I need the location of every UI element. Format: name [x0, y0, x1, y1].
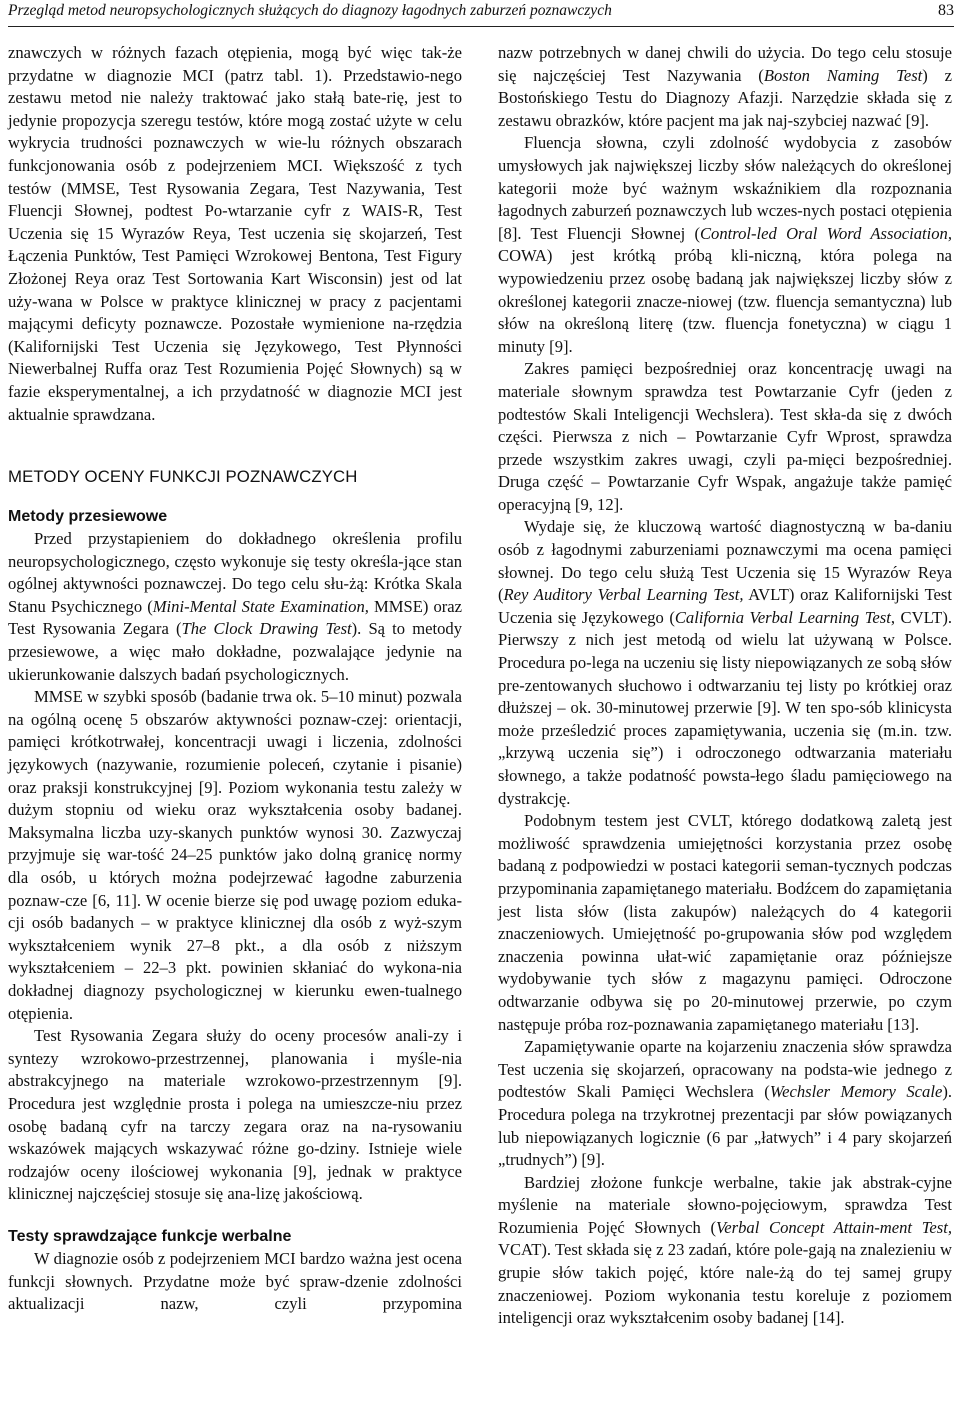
section-heading: METODY OCENY FUNKCJI POZNAWCZYCH: [8, 467, 358, 487]
text-run: VCAT). Test składa się z 23 zadań, które pole-gają na znalezieniu w grupie słów takich pojęć, które nale-żą do tej samej grupy znaczeniowej. Poziom wykonania testu koreluje z poziomem inteligencji oraz wykształcenim osoby badanej [14].: [498, 1240, 952, 1328]
page-number: 83: [938, 2, 954, 19]
english-term: Mini-Mental State Examination,: [152, 596, 369, 616]
paragraph-screening-3: Test Rysowania Zegara służy do oceny procesów anali-zy i syntezy wzrokowo-przestrzennej, planowania i myśle-nia abstrakcyjnego na materiale wzrokowo-przestrzennym [9]. Procedura jest względnie prosta i polega na umieszcze-niu przez osobę badaną cyfr na tarczy zegara oraz na na-rysowaniu wskazówek mających wskazywać różne go-dziny. Istnieje wiele rodzajów oceny ilościowej wykonania [9], jednak w praktyce klinicznej najczęściej stosuje się ana-lizę jakościową.: [8, 1026, 462, 1204]
text-run: COWA) jest krótką próbą kli-niczną, która polega na wypowiedzeniu przez osobę badaną jak największej liczby słów z określonej kategorii znacze-niowej (tzw. fluencja semantyczna) lub słów na określoną literę (tzw. fluencja fonetyczna) w ciągu 1 minuty [9].: [498, 246, 952, 356]
paragraph-screening-2: MMSE w szybki sposób (badanie trwa ok. 5–10 minut) pozwala na ogólną ocenę 5 obszarów aktywności poznaw-czej: orientacji, pamięci krótkotrwałej, koncentracji uwagi i liczenia, zdolności językowych (nazywanie, rozumienie poleceń, czytanie i pisanie) oraz praksji konstrukcyjnej [9]. Poziom wykonania testu zależy w dużym stopniu od wieku oraz wykształcenia osoby badanej. Maksymalna liczba uzy-skanych punktów wynosi 30. Zazwyczaj przyjmuje się war-tość 24–25 punktów jako dolną granicę normy dla osób, u których można podejrzewać łagodne zaburzenia poznaw-cze [6, 11]. W ocenie bierze się pod uwagę poziom eduka-cji osób badanych – w praktyce klinicznej dla osób z wyż-szym wykształceniem wynik 27–8 pkt., a dla osób z niższym wykształceniem – 22–3 pkt. powinien skłaniać do wykona-nia dokładnej diagnozy psychologicznej w kierunku ewen-tualnego otępienia.: [8, 687, 462, 1023]
text-run: ). Procedura polega na trzykrotnej prezentacji par słów powiązanych lub niepowiązanych logicznie (6 par „łatwych” i 4 pary skojarzeń „trudnych”) [9].: [498, 1082, 952, 1170]
text-run: , CVLT). Pierwszy z nich jest metodą od wielu lat używaną w Polsce. Procedura po-lega na uczeniu się listy niepowiązanych ze sobą słów pre-zentowanych słuchowo i odtwarzaniu tej listy po krótkiej oraz dłuższej – ok. 30-minutowej przerwie [9]. W ten spo-sób klinicysta może prześledzić proces zapamiętywania, uczenia się (m.in. tzw. „krzywą uczenia się”) i odroczonego odtwarzania materiału słownego, a także podatność powsta-łego śladu pamięciowego na dystrakcję.: [498, 607, 952, 808]
paragraph-concepts: [498, 1172, 952, 1330]
subheading-screening: Metody przesiewowe: [8, 508, 168, 526]
left-column: [8, 42, 462, 1316]
english-term: The Clock Drawing Test: [181, 619, 352, 639]
paragraph-memory-span: Zakres pamięci bezpośredniej oraz koncentrację uwagi na materiale słownym sprawdza test Powtarzanie Cyfr (jeden z podtestów Skali Inteligencji Wechslera). Test skła-da się z dwóch części. Pierwsza z nich – Powtarzanie Cyfr Wprost, sprawdza przede wszystkim zakres uwagi, czyli pa-mięci bezpośredniej. Druga część – Powtarzanie Cyfr Wspak, angażuje także pamięć operacyjną [9, 12].: [498, 359, 952, 514]
english-term: Boston Naming Test: [763, 65, 923, 85]
paragraph-screening-1: [8, 528, 462, 686]
text-run: Bardziej złożone funkcje werbalne, takie jak abstrak-cyjne myślenie na materiale słowno-pojęciowym, sprawdza Test Rozumienia Pojęć Słownych (: [498, 1172, 952, 1237]
text-run: Fluencja słowna, czyli zdolność wydobycia z zasobów umysłowych jak największej liczby słów należących do określonej kategorii może być ważnym wskaźnikiem dla rozpoznania łagodnych zaburzeń poznawczych lub wczes-nych postaci otępienia [8]. Test Fluencji Słownej (: [498, 133, 952, 243]
english-term: Wechsler Memory Scale: [769, 1082, 943, 1102]
intro-paragraph: znawczych w różnych fazach otępienia, mogą być więc tak-że przydatne w diagnozie MCI (patrz tabl. 1). Przedstawio-nego zestawu metod nie należy traktować jako stałą bate-rię, jest to jedynie propozycja szeregu testów, które mogą zostać użyte w celu wykrycia trudności poznawczych w wie-lu różnych obszarach funkcjonowania osób z podejrzeniem MCI. Większość z tych testów (MMSE, Test Rysowania Zegara, Test Nazywania, Test Fluencji Słownej, podtest Po-wtarzanie cyfr z WAIS-R, Test Uczenia się 15 Wyrazów Reya, Test uczenia się skojarzeń, Test Łączenia Punktów, Test Pamięci Wzrokowej Bentona, Test Figury Złożonej Reya oraz Test Sortowania Kart Wisconsin) jest od lat uży-wana w Polsce w praktyce klinicznej w pracy z pacjentami mającymi deficyty poznawcze. Pozostałe wymienione na-rzędzia (Kalifornijski Test Uczenia się Językowego, Test Płynności Niewerbalnej Ruffa oraz Test Rozumienia Pojęć Słownych) są w fazie eksperymentalnej, a ich przydatność w diagnozie MCI jest aktualnie sprawdzana.: [8, 43, 462, 424]
text-run: ) z Bostońskiego Testu do Diagnozy Afazji. Narzędzie składa się z zestawu obrazków, które pacjent ma jak naj-szybciej nazwać [9].: [498, 65, 952, 130]
english-term: Control-led Oral Word Association,: [699, 223, 952, 243]
text-run: Wydaje się, że kluczową wartość diagnostyczną w ba-daniu osób z łagodnymi zaburzeniami poznawczymi ma ocena pamięci słownej. Do tego celu służą Test Uczenia się 15 Wyrazów Reya (: [498, 517, 952, 605]
text-run: Zapamiętywanie oparte na kojarzeniu znaczenia słów sprawdza Test uczenia się skojarzeń, opracowany na podsta-wie jednego z podtestów Skali Pamięci Wechslera (: [498, 1037, 952, 1102]
paragraph-fluency: [498, 132, 952, 358]
subheading-verbal: Testy sprawdzające funkcje werbalne: [8, 1227, 292, 1245]
text-run: AVLT) oraz Kalifornijski Test Uczenia się Językowego (: [498, 585, 952, 627]
english-term: Verbal Concept Attain-ment Test,: [716, 1217, 952, 1237]
right-column: [498, 42, 952, 1330]
paragraph-verbal-memory: [498, 516, 952, 810]
text-run: MMSE) oraz Test Rysowania Zegara (: [8, 596, 462, 639]
running-header: [8, 0, 954, 27]
text-run: nazw potrzebnych w danej chwili do użycia. Do tego celu stosuje się najczęściej Test Nazywania (: [498, 43, 952, 85]
english-term: California Verbal Learning Test: [674, 607, 891, 627]
running-title: Przegląd metod neuropsychologicznych służących do diagnozy łagodnych zaburzeń poznawczych: [8, 2, 612, 19]
paragraph-pairs: [498, 1036, 952, 1172]
text-run: Przed przystapieniem do dokładnego określenia profilu neuropsychologicznego, często wykonuje się testy określa-jące stan ogólnej aktywności poznawczej. Do tego celu słu-żą: Krótka Skala Stanu Psychicznego (: [8, 529, 462, 616]
text-run: ). Są to metody przesiewowe, a więc mało dokładne, pozwalające jedynie na ukierunkowanie dalszych badań psychologicznych.: [8, 619, 462, 684]
paragraph-verbal-1: W diagnozie osób z podejrzeniem MCI bardzo ważna jest ocena funkcji słownych. Przydatne może być spraw-dzenie zdolności aktualizacji nazw, czyli przypomina: [8, 1248, 462, 1314]
paragraph-naming: [498, 42, 952, 132]
english-term: Rey Auditory Verbal Learning Test,: [503, 585, 744, 605]
paragraph-cvlt: Podobnym testem jest CVLT, którego dodatkową zaletą jest możliwość sprawdzenia umiejętności korzystania przez osobę badaną z podpowiedzi w postaci kategorii seman-tycznych podczas przypominania zapamiętanego materiału. Bodźcem do zapamiętania jest lista słów (lista zakupów) należących do 4 kategorii znaczeniowych. Umiejętność po-grupowania słów pod względem znaczenia powinna ułat-wić zapamiętanie oraz późniejsze wydobywanie tych słów z magazynu pamięci. Odroczone odtwarzanie odbywa się po 20-minutowej przerwie, po czym następuje próba roz-poznawania zapamiętanego materiału [13].: [498, 811, 952, 1034]
